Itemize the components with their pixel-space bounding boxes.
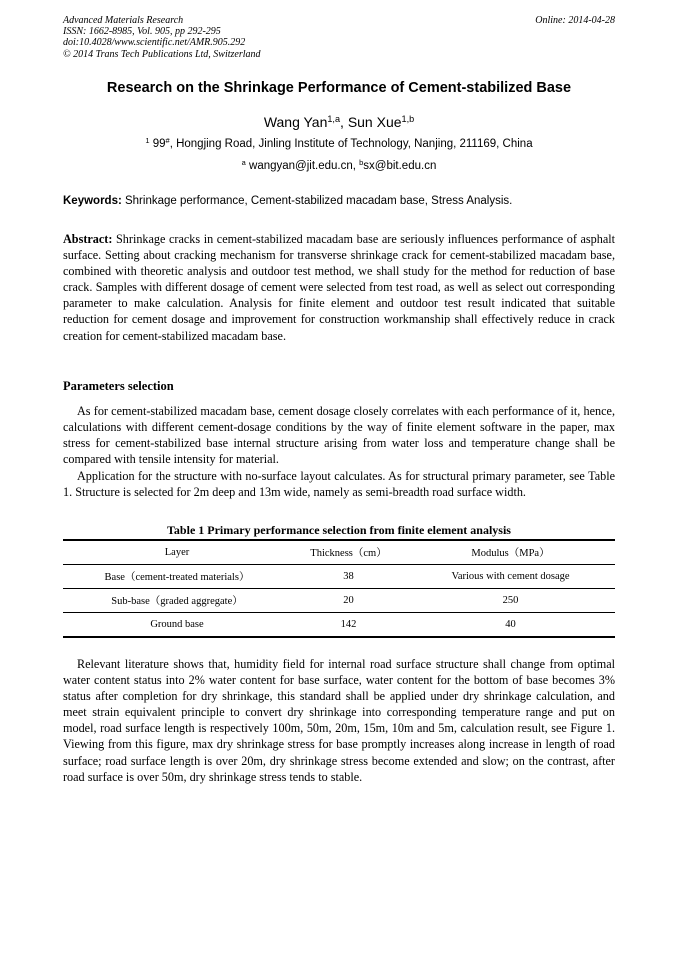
table-cell: 20 <box>343 595 354 606</box>
author-1: Wang Yan <box>263 114 328 130</box>
paper-title: Research on the Shrinkage Performance of Cement-stabilized Base <box>106 80 572 96</box>
table-cell: 250 <box>502 595 519 606</box>
table-caption: Table 1 Primary performance selection from finite element analysis <box>167 523 511 537</box>
table-cell: Various with cement dosage <box>451 571 570 582</box>
table-cell: Sub-base（graded aggregate） <box>111 596 243 607</box>
header-layer: Layer <box>164 547 190 558</box>
body-paragraph-1: As for cement-stabilized macadam base, cement dosage closely correlates with each performance of it, hence, calculations with different cement-dosage conditions by the way of finite element software in the paper, max stress for cement-stabilized base internal structure arising from water loss and temperature change shall be compared with tensile intensity for material. <box>63 404 615 467</box>
table-header-row <box>63 540 615 565</box>
table-row <box>63 613 615 638</box>
copyright-line: © 2014 Trans Tech Publications Ltd, Switzerland <box>63 48 261 60</box>
author-1-affil-sup: 1,a <box>327 114 341 124</box>
body-paragraph-2: Application for the structure with no-surface layout calculates. As for structural primary parameter, see Table 1. Structure is selected for 2m deep and 13m wide, namely as semi-breadth road surface width. <box>63 469 615 500</box>
abstract-label: Abstract: <box>63 232 113 246</box>
table-row <box>63 589 615 613</box>
table-cell: 38 <box>343 571 354 582</box>
table-cell: Base（cement-treated materials） <box>104 572 250 583</box>
issn-line: ISSN: 1662-8985, Vol. 905, pp 292-295 <box>63 26 221 38</box>
section-heading: Parameters selection <box>63 379 174 393</box>
online-date: Online: 2014-04-28 <box>535 15 615 26</box>
email-a-sup: a <box>241 157 246 167</box>
author-2-affil-sup: 1,b <box>401 114 415 124</box>
affiliation-number: 99 <box>149 138 166 150</box>
email-b: sx@bit.edu.cn <box>363 160 437 172</box>
email-line <box>63 157 615 172</box>
table-row <box>63 565 615 589</box>
table-cell: 40 <box>505 619 516 630</box>
header-thickness: Thickness（cm） <box>310 548 387 559</box>
author-line <box>63 114 615 130</box>
journal-header <box>63 15 615 60</box>
author-2: Sun Xue <box>347 114 402 130</box>
table-cell: Ground base <box>150 619 204 630</box>
email-a: wangyan@jit.edu.cn, <box>245 160 360 172</box>
abstract-text: Shrinkage cracks in cement-stabilized macadam base are seriously influences performance of asphalt surface. Setting about cracking mechanism for transverse shrinkage crack for cement-stabilized macadam base, combined with theoretic analysis and outdoor test method, we shall study for the method for reduction of base crack. Samples with different dosage of cement were selected from test road, as well as select out corresponding parameter to make calculation. Analysis for finite element and outdoor test result indicated that suitable reduction for cement dosage and improvement for construction workmanship shall effectively reduce in crack creation for cement-stabilized macadam base. <box>63 232 615 343</box>
doi-line: doi:10.4028/www.scientific.net/AMR.905.292 <box>63 37 246 49</box>
header-modulus: Modulus（MPa） <box>471 548 550 559</box>
keywords-label: Keywords: <box>63 195 122 207</box>
author-separator: , <box>340 114 348 130</box>
affiliation-text: , Hongjing Road, Jinling Institute of Technology, Nanjing, 211169, China <box>169 138 533 150</box>
abstract <box>63 231 615 344</box>
affiliation-sup: 1 <box>145 135 150 145</box>
body-paragraph-3: Relevant literature shows that, humidity field for internal road surface structure shall change from optimal water content status into 2% water content for base surface, water content for the bottom of base becomes 3% status after completion for dry shrinkage, this standard shall be applied under dry shrinkage calculation, and meet strain equivalent principle to convert dry shrinkage into corresponding temperature range and put on model, road surface length is respectively 100m, 50m, 20m, 15m, 10m and 5m, calculation result, see Figure 1. Viewing from this figure, max dry shrinkage stress for base promptly increases along increase in length of road surface; road surface length is over 20m, dry shrinkage stress become extended and slow; on the contrast, after road surface is over 50m, dry shrinkage stress tends to stable. <box>63 657 615 784</box>
email-b-sup: b <box>359 157 364 167</box>
table-cell: 142 <box>340 619 357 630</box>
keywords <box>63 195 615 207</box>
affiliation <box>63 135 615 150</box>
affiliation-hash: # <box>165 135 170 145</box>
journal-name: Advanced Materials Research <box>63 15 184 26</box>
keywords-text: Shrinkage performance, Cement-stabilized macadam base, Stress Analysis. <box>121 195 513 207</box>
performance-table <box>63 539 615 638</box>
